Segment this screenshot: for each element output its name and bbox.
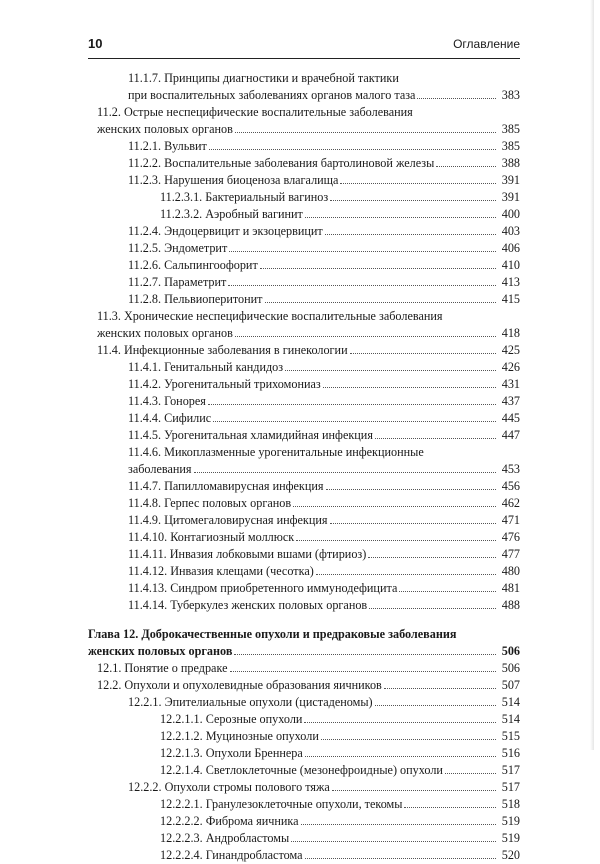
toc-entry	[160, 728, 520, 745]
toc-page-number: 519	[501, 814, 520, 828]
dot-leader	[235, 326, 496, 337]
toc-page-number: 515	[501, 729, 520, 743]
toc-entry-title: 11.4.1. Генитальный кандидоз	[128, 360, 284, 374]
dot-leader	[301, 814, 496, 825]
toc-entry-title: заболевания	[128, 462, 192, 476]
toc-page-number: 410	[501, 258, 520, 272]
toc-page-number: 400	[501, 207, 520, 221]
toc-entry	[97, 342, 520, 359]
toc-entry-title: 11.4.5. Урогенитальная хламидийная инфекция	[128, 428, 373, 442]
toc-entry	[128, 359, 520, 376]
toc-entry-title: 12.2.2.3. Андробластомы	[160, 831, 290, 845]
toc-page-number: 385	[501, 139, 520, 153]
toc-entry	[128, 580, 520, 597]
toc-page-number: 426	[501, 360, 520, 374]
dot-leader	[265, 292, 496, 303]
toc-entry-title: 11.2.5. Эндометрит	[128, 241, 228, 255]
toc-entry-title: 12.2.2.2. Фиброма яичника	[160, 814, 299, 828]
toc-entry-line: Глава 12. Доброкачественные опухоли и предраковые заболевания	[88, 627, 457, 641]
dot-leader	[285, 360, 496, 371]
toc-entry	[97, 660, 520, 677]
toc-entry	[128, 410, 520, 427]
toc-page-number: 477	[501, 547, 520, 561]
toc-entry	[128, 274, 520, 291]
page-number: 10	[88, 36, 103, 51]
dot-leader	[417, 88, 496, 99]
toc-entry	[160, 796, 520, 813]
toc-page-number: 413	[501, 275, 520, 289]
dot-leader	[229, 241, 496, 252]
dot-leader	[235, 122, 496, 133]
toc-entry-title: 11.4.14. Туберкулез женских половых органов	[128, 598, 368, 612]
toc-entry	[160, 711, 520, 728]
dot-leader	[350, 343, 496, 354]
toc-entry	[160, 813, 520, 830]
toc-page-number: 431	[501, 377, 520, 391]
toc-entry-title: 11.2.7. Параметрит	[128, 275, 227, 289]
toc-page-number: 519	[501, 831, 520, 845]
dot-leader	[326, 479, 497, 490]
toc-entry	[128, 393, 520, 410]
toc-entry-title: 11.4.7. Папилломавирусная инфекция	[128, 479, 324, 493]
dot-leader	[369, 598, 496, 609]
toc-entry	[160, 830, 520, 847]
dot-leader	[304, 712, 496, 723]
toc-page-number: 391	[501, 190, 520, 204]
dot-leader	[293, 496, 496, 507]
toc-entry	[128, 257, 520, 274]
toc-entry	[128, 529, 520, 546]
toc-page-number: 406	[501, 241, 520, 255]
dot-leader	[436, 156, 496, 167]
toc-page-number: 506	[501, 644, 520, 658]
toc-page-number: 385	[501, 122, 520, 136]
toc-page-number: 516	[501, 746, 520, 760]
toc-entry-title: женских половых органов	[97, 122, 233, 136]
toc-page-number: 471	[501, 513, 520, 527]
toc-entry	[128, 291, 520, 308]
toc-entry	[128, 563, 520, 580]
dot-leader	[445, 763, 496, 774]
toc-entry-title: 12.2. Опухоли и опухолевидные образования яичников	[97, 678, 382, 692]
toc-entry	[97, 325, 520, 342]
dot-leader	[296, 530, 496, 541]
toc-entry	[128, 87, 520, 104]
toc-entry	[128, 779, 520, 796]
toc-entry-title: 12.2.1.3. Опухоли Бреннера	[160, 746, 303, 760]
toc-entry-title: 12.2.1.1. Серозные опухоли	[160, 712, 303, 726]
toc-entry-title: 11.2.2. Воспалительные заболевания бартолиновой железы	[128, 156, 435, 170]
toc-page-number: 514	[501, 695, 520, 709]
dot-leader	[330, 190, 496, 201]
toc-entry-title: 11.4.8. Герпес половых органов	[128, 496, 292, 510]
toc-entry	[128, 427, 520, 444]
toc-entry-title: 11.2.3.2. Аэробный вагинит	[160, 207, 303, 221]
toc-entry	[128, 223, 520, 240]
dot-leader	[213, 411, 496, 422]
dot-leader	[330, 513, 497, 524]
toc-page-number: 453	[501, 462, 520, 476]
toc-entry	[88, 643, 520, 660]
toc-entry	[160, 762, 520, 779]
toc-entry-title: 11.2.8. Пельвиоперитонит	[128, 292, 263, 306]
dot-leader	[228, 275, 496, 286]
toc-page-number: 462	[501, 496, 520, 510]
toc-entry	[128, 478, 520, 495]
dot-leader	[340, 173, 496, 184]
toc-page-number: 488	[501, 598, 520, 612]
dot-leader	[384, 678, 496, 689]
toc-entry	[128, 155, 520, 172]
toc-page-number: 388	[501, 156, 520, 170]
toc-page-number: 447	[501, 428, 520, 442]
toc-entry-title: 12.1. Понятие о предраке	[97, 661, 228, 675]
toc-page-number: 507	[501, 678, 520, 692]
toc-entry	[160, 745, 520, 762]
dot-leader	[305, 746, 496, 757]
toc-entry	[128, 240, 520, 257]
toc-entry-title: 11.4.12. Инвазия клещами (чесотка)	[128, 564, 314, 578]
toc-page-number: 456	[501, 479, 520, 493]
toc-page-number: 383	[501, 88, 520, 102]
dot-leader	[316, 564, 496, 575]
dot-leader	[230, 661, 497, 672]
toc-entry-title: 11.4.3. Гонорея	[128, 394, 206, 408]
toc-entry-title: 12.2.1.4. Светлоклеточные (мезонефроидные) опухоли	[160, 763, 443, 777]
toc-page-number: 517	[501, 780, 520, 794]
toc-entry	[128, 376, 520, 393]
toc-entry-title: 11.4.10. Контагиозный моллюск	[128, 530, 295, 544]
toc-entry	[128, 512, 520, 529]
toc-page-number: 514	[501, 712, 520, 726]
dot-leader	[208, 394, 496, 405]
toc-page-number: 506	[501, 661, 520, 675]
page-header	[88, 36, 520, 59]
dot-leader	[260, 258, 496, 269]
toc-entry-title: 12.2.2. Опухоли стромы полового тяжа	[128, 780, 330, 794]
toc-entry-title: 11.2.3.1. Бактериальный вагиноз	[160, 190, 329, 204]
dot-leader	[368, 547, 496, 558]
toc-entry-title: 12.2.1. Эпителиальные опухоли (цистаденомы)	[128, 695, 373, 709]
running-title: Оглавление	[453, 37, 520, 51]
toc-entry-line: 11.3. Хронические неспецифические воспалительные заболевания	[97, 309, 443, 323]
dot-leader	[305, 848, 496, 859]
toc-entry-title: 11.4.9. Цитомегаловирусная инфекция	[128, 513, 328, 527]
toc-entry	[97, 121, 520, 138]
toc-page-number: 415	[501, 292, 520, 306]
toc-entry-title: 11.4.4. Сифилис	[128, 411, 212, 425]
toc-page-number: 480	[501, 564, 520, 578]
toc-entry	[128, 546, 520, 563]
toc-page-number: 425	[501, 343, 520, 357]
page-edge-shadow	[590, 0, 594, 750]
toc-entry-title: 11.4. Инфекционные заболевания в гинекологии	[97, 343, 348, 357]
toc-entry	[128, 597, 520, 614]
toc-entry-title: 11.2.1. Вульвит	[128, 139, 207, 153]
dot-leader	[194, 462, 496, 473]
toc-entry-title: 11.2.6. Сальпингоофорит	[128, 258, 258, 272]
toc-entry-title: 11.2.4. Эндоцервицит и экзоцервицит	[128, 224, 323, 238]
dot-leader	[332, 780, 496, 791]
toc-entry	[97, 677, 520, 694]
dot-leader	[399, 581, 496, 592]
toc-page-number: 418	[501, 326, 520, 340]
dot-leader	[323, 377, 496, 388]
toc-page-number: 517	[501, 763, 520, 777]
toc-entry-line: 11.2. Острые неспецифические воспалительные заболевания	[97, 105, 413, 119]
toc-entry	[128, 694, 520, 711]
toc-page-number: 437	[501, 394, 520, 408]
toc-entry-line: 11.4.6. Микоплазменные урогенитальные инфекционные	[128, 445, 424, 459]
toc-entry-line: 11.1.7. Принципы диагностики и врачебной тактики	[128, 71, 399, 85]
dot-leader	[234, 644, 496, 655]
toc-entry-title: 12.2.2.4. Гинандробластома	[160, 848, 303, 862]
toc-entry-title: 12.2.1.2. Муцинозные опухоли	[160, 729, 319, 743]
dot-leader	[404, 797, 496, 808]
toc-entry	[128, 495, 520, 512]
toc-page-number: 445	[501, 411, 520, 425]
toc-page-number: 403	[501, 224, 520, 238]
toc-entry-title: 11.2.3. Нарушения биоценоза влагалища	[128, 173, 339, 187]
dot-leader	[305, 207, 496, 218]
toc-entry-title: 12.2.2.1. Гранулезоклеточные опухоли, текомы	[160, 797, 403, 811]
toc-page-number: 481	[501, 581, 520, 595]
dot-leader	[375, 695, 496, 706]
toc-entry	[160, 206, 520, 223]
toc-entry	[128, 172, 520, 189]
toc-entry-title: 11.4.2. Урогенитальный трихомониаз	[128, 377, 321, 391]
toc-entry-title: женских половых органов	[88, 644, 233, 658]
dot-leader	[325, 224, 496, 235]
toc-page-number: 520	[501, 848, 520, 862]
toc-entry	[160, 847, 520, 864]
dot-leader	[209, 139, 496, 150]
toc-entry	[128, 461, 520, 478]
toc-page-number: 518	[501, 797, 520, 811]
toc-entry-title: 11.4.13. Синдром приобретенного иммунодефицита	[128, 581, 398, 595]
toc-entry-title: женских половых органов	[97, 326, 233, 340]
dot-leader	[291, 831, 496, 842]
toc-page-number: 391	[501, 173, 520, 187]
dot-leader	[321, 729, 496, 740]
toc-entry	[160, 189, 520, 206]
dot-leader	[375, 428, 496, 439]
toc-entry-title: 11.4.11. Инвазия лобковыми вшами (фтириоз)	[128, 547, 367, 561]
toc-entry	[128, 138, 520, 155]
toc-entry-title: при воспалительных заболеваниях органов малого таза	[128, 88, 416, 102]
toc-page-number: 476	[501, 530, 520, 544]
